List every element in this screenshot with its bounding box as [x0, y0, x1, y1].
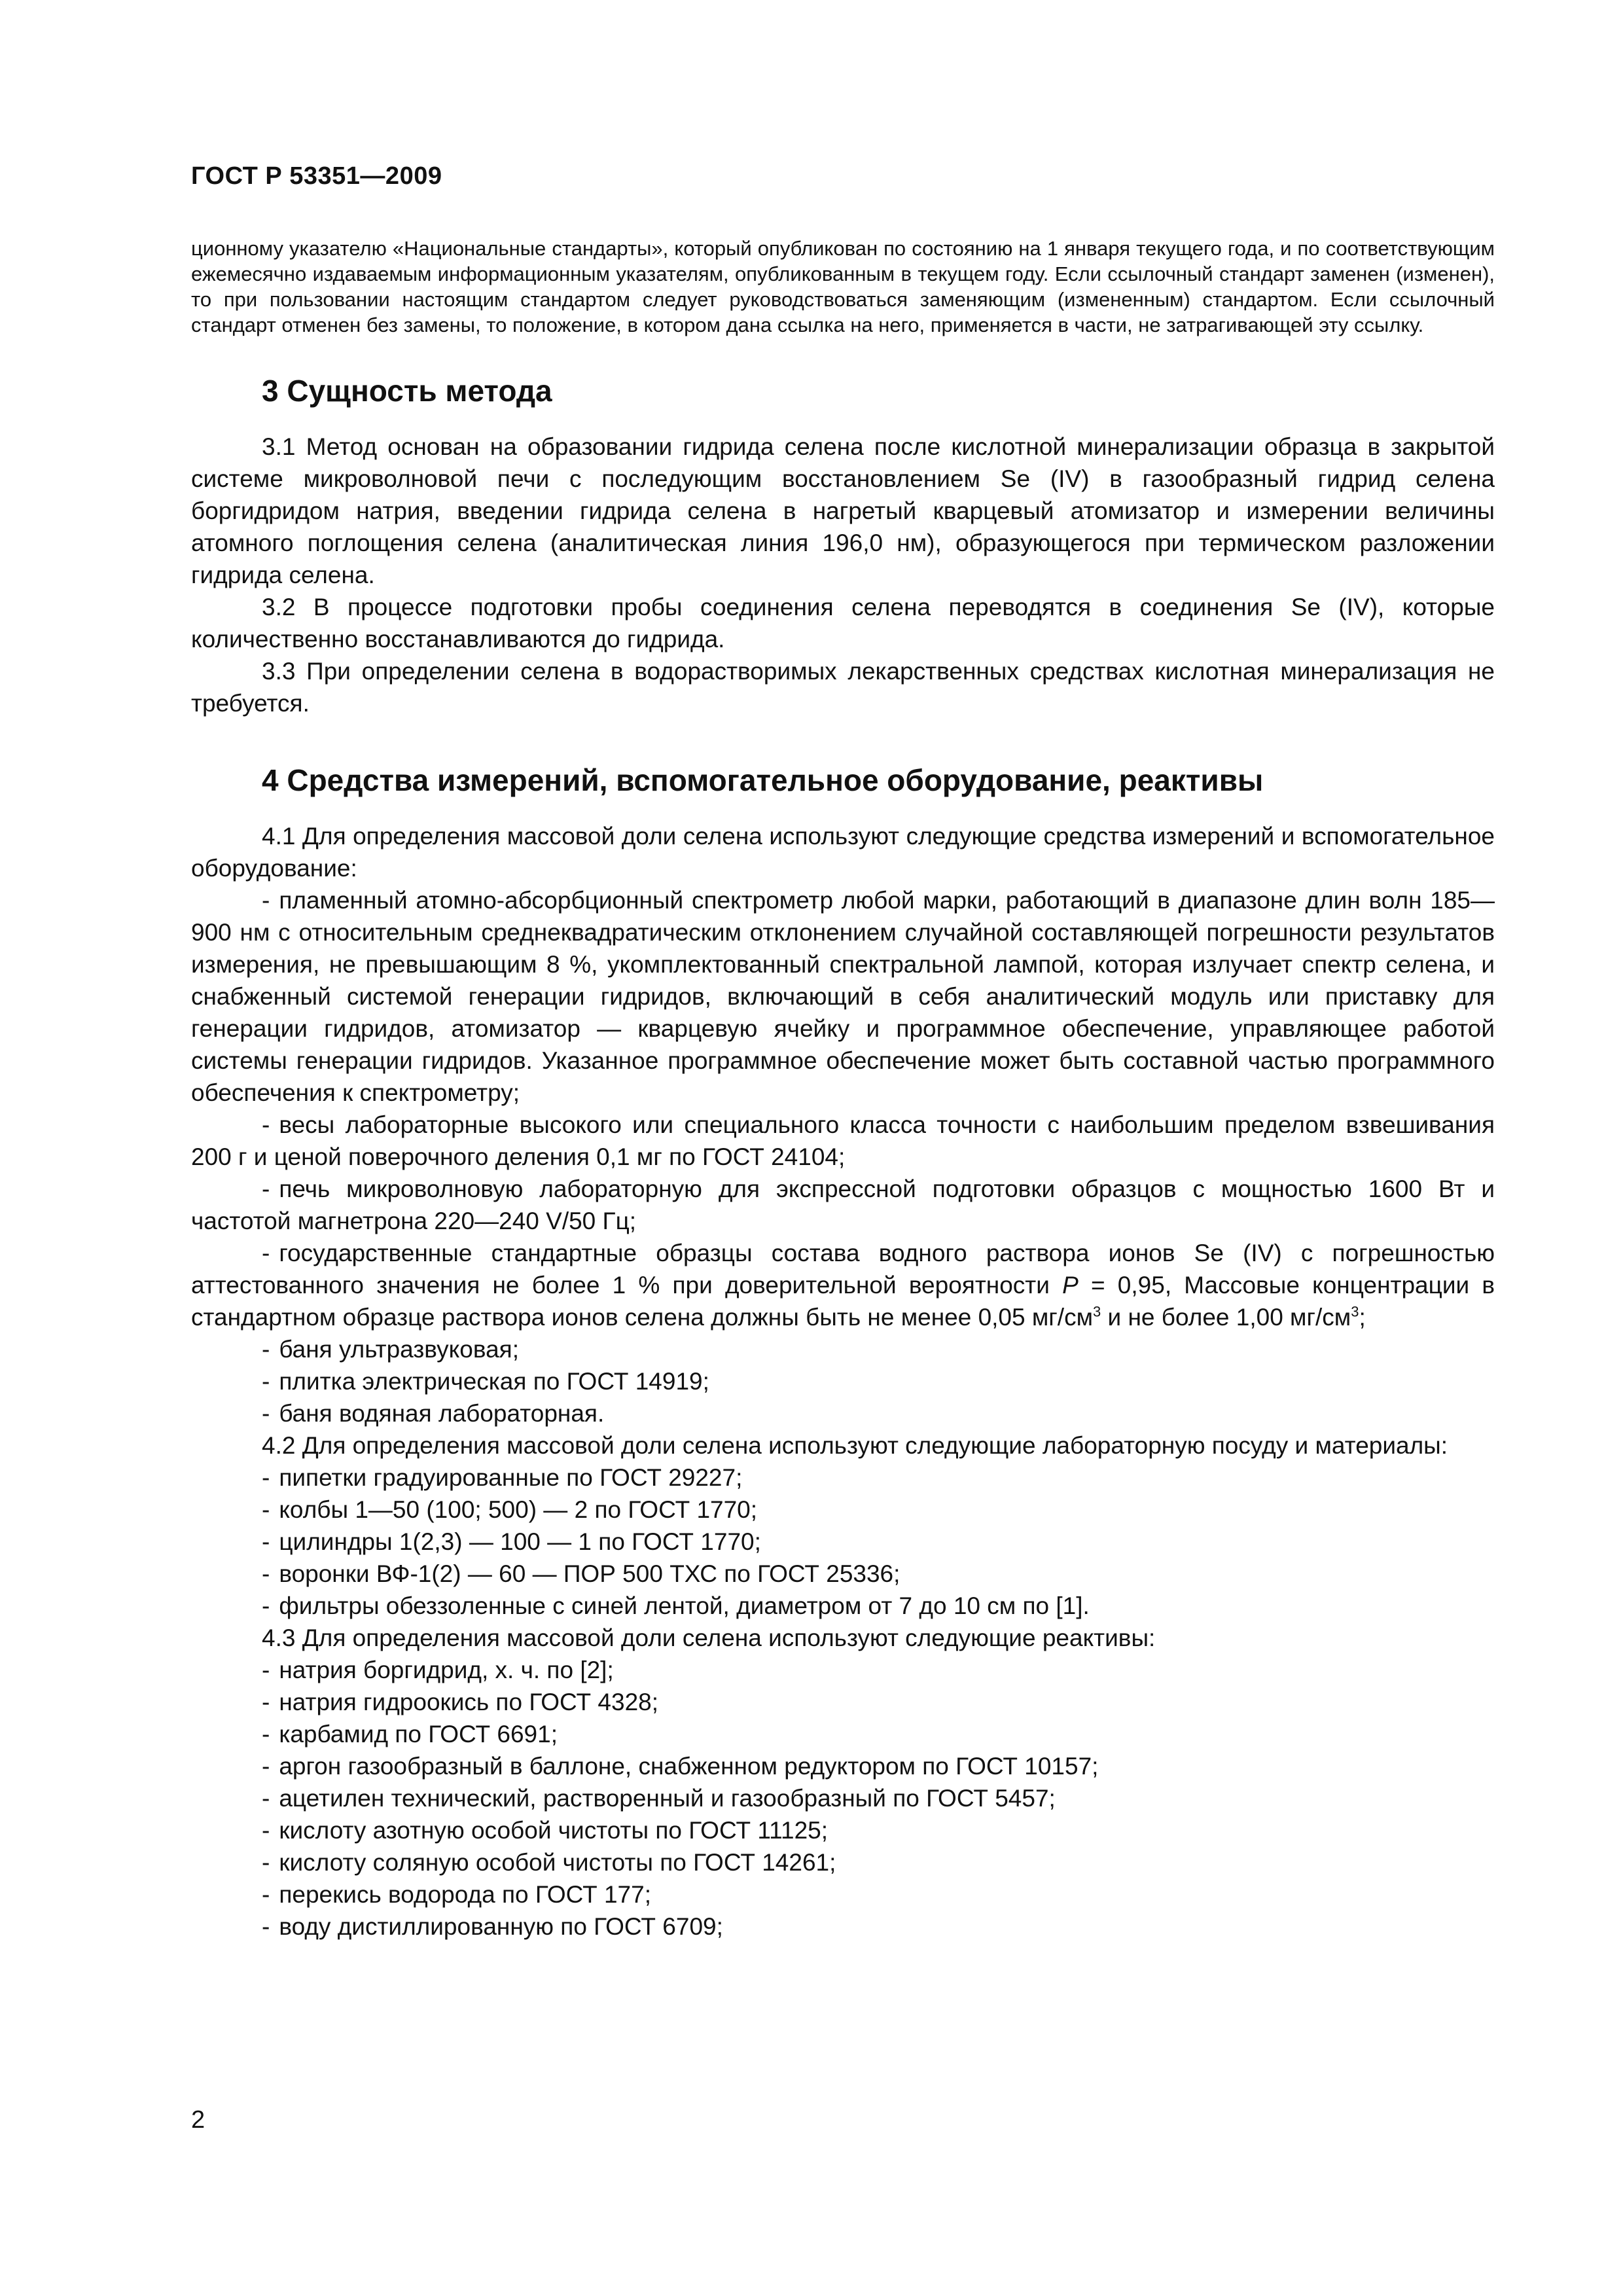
- list-item: [191, 1654, 1495, 1686]
- page-content: [191, 236, 1495, 1943]
- reagents-list: [191, 1654, 1495, 1943]
- list-dash: -: [262, 1175, 270, 1202]
- list-dash: -: [262, 1240, 270, 1266]
- paragraph-4-3: 4.3 Для определения массовой доли селена используют следующие реактивы:: [262, 1624, 1156, 1651]
- list-dash: -: [262, 1560, 270, 1587]
- list-dash: -: [262, 1592, 270, 1619]
- list-item-text: перекись водорода по ГОСТ 177;: [279, 1881, 651, 1908]
- list-dash: -: [262, 1528, 270, 1555]
- list-item-text: пламенный атомно-абсорбционный спектрометр любой марки, работающий в диапазоне длин волн 185—900 нм с относительным среднеквадратическим отклонением случайной составляющей погрешности результатов измерения, не превышающим 8 %, укомплектованный спектральной лампой, которая излучает спектр селена, и снабженный системой генерации гидридов, включающий в себя аналитический модуль или приставку для генерации гидридов, атомизатор — кварцевую ячейку и программное обеспечение, управляющее работой системы генерации гидридов. Указанное программное обеспечение может быть составной частью программного обеспечения к спектрометру;: [191, 887, 1495, 1106]
- reference-samples-text-3: и не более 1,00 мг/см: [1101, 1304, 1351, 1331]
- list-item-text: баня ультразвуковая;: [279, 1336, 519, 1363]
- list-item-text: цилиндры 1(2,3) — 100 — 1 по ГОСТ 1770;: [279, 1528, 761, 1555]
- list-dash: -: [262, 1753, 270, 1780]
- list-item-reference-samples: [191, 1237, 1495, 1333]
- list-item-text: карбамид по ГОСТ 6691;: [279, 1721, 558, 1748]
- page-number: 2: [191, 2106, 205, 2134]
- list-dash: -: [262, 1400, 270, 1427]
- list-item-text: фильтры обеззоленные с синей лентой, диаметром от 7 до 10 см по [1].: [279, 1592, 1090, 1619]
- paragraph-3-3: 3.3 При определении селена в водорастворимых лекарственных средствах кислотная минерализация не требуется.: [191, 658, 1495, 717]
- list-dash: -: [262, 1111, 270, 1138]
- list-dash: -: [262, 1721, 270, 1748]
- list-item-text: натрия гидроокись по ГОСТ 4328;: [279, 1689, 659, 1715]
- list-item-text: кислоту азотную особой чистоты по ГОСТ 11125;: [279, 1817, 829, 1844]
- list-item-text: воронки ВФ-1(2) — 60 — ПОР 500 ТХС по ГОСТ 25336;: [279, 1560, 901, 1587]
- reference-samples-text-2: = 0,95, Массовые концентрации в стандартном образце раствора ионов селена должны быть не менее 0,05 мг/см: [191, 1272, 1495, 1331]
- list-item-text: аргон газообразный в баллоне, снабженном редуктором по ГОСТ 10157;: [279, 1753, 1099, 1780]
- section-4-heading: 4 Средства измерений, вспомогательное оборудование, реактивы: [262, 763, 1264, 797]
- paragraph-4-1: 4.1 Для определения массовой доли селена используют следующие средства измерений и вспомогательное оборудование:: [191, 823, 1495, 882]
- list-item: [191, 1494, 1495, 1526]
- list-item: [191, 1526, 1495, 1558]
- list-item: [191, 1846, 1495, 1878]
- list-item: [191, 1462, 1495, 1494]
- paragraph-3-2: 3.2 В процессе подготовки пробы соединения селена переводятся в соединения Se (IV), которые количественно восстанавливаются до гидрида.: [191, 594, 1495, 653]
- list-item-text: весы лабораторные высокого или специального класса точности с наибольшим пределом взвешивания 200 г и ценой поверочного деления 0,1 мг по ГОСТ 24104;: [191, 1111, 1495, 1170]
- list-item: [191, 1878, 1495, 1910]
- list-item-text: печь микроволновую лабораторную для экспрессной подготовки образцов с мощностью 1600 Вт и частотой магнетрона 220—240 V/50 Гц;: [191, 1175, 1495, 1234]
- reference-samples-text-1: государственные стандартные образцы состава водного раствора ионов Se (IV) с погрешностью аттестованного значения не более 1 % при доверительной вероятности: [191, 1240, 1495, 1299]
- list-item: [191, 1397, 1495, 1429]
- list-item-text: воду дистиллированную по ГОСТ 6709;: [279, 1913, 723, 1940]
- superscript-3: 3: [1351, 1303, 1359, 1320]
- list-dash: -: [262, 887, 270, 914]
- list-item-text: баня водяная лабораторная.: [279, 1400, 605, 1427]
- list-dash: -: [262, 1689, 270, 1715]
- list-item: [191, 1750, 1495, 1782]
- list-dash: -: [262, 1464, 270, 1491]
- list-dash: -: [262, 1817, 270, 1844]
- paragraph-4-2: 4.2 Для определения массовой доли селена используют следующие лабораторную посуду и материалы:: [262, 1432, 1448, 1459]
- list-item-text: пипетки градуированные по ГОСТ 29227;: [279, 1464, 743, 1491]
- list-item: [191, 884, 1495, 1109]
- list-dash: -: [262, 1881, 270, 1908]
- list-item: [191, 1814, 1495, 1846]
- list-dash: -: [262, 1496, 270, 1523]
- list-item: [191, 1910, 1495, 1943]
- paragraph-3-1: 3.1 Метод основан на образовании гидрида селена после кислотной минерализации образца в закрытой системе микроволновой печи с последующим восстановлением Se (IV) в газообразный гидрид селена боргидридом натрия, введении гидрида селена в нагретый кварцевый атомизатор и измерении величины атомного поглощения селена (аналитическая линия 196,0 нм), образующегося при термическом разложении гидрида селена.: [191, 433, 1495, 588]
- list-item-text: плитка электрическая по ГОСТ 14919;: [279, 1368, 709, 1395]
- list-item-text: натрия боргидрид, х. ч. по [2];: [279, 1657, 614, 1683]
- list-dash: -: [262, 1336, 270, 1363]
- list-item: [191, 1558, 1495, 1590]
- list-item: [191, 1782, 1495, 1814]
- glassware-list: [191, 1462, 1495, 1622]
- list-item-text: кислоту соляную особой чистоты по ГОСТ 14261;: [279, 1849, 836, 1876]
- reference-samples-text-4: ;: [1359, 1304, 1366, 1331]
- list-item: [191, 1365, 1495, 1397]
- list-dash: -: [262, 1785, 270, 1812]
- list-dash: -: [262, 1368, 270, 1395]
- list-item-text: ацетилен технический, растворенный и газообразный по ГОСТ 5457;: [279, 1785, 1056, 1812]
- list-item: [191, 1333, 1495, 1365]
- list-dash: -: [262, 1913, 270, 1940]
- list-item-text: колбы 1—50 (100; 500) — 2 по ГОСТ 1770;: [279, 1496, 758, 1523]
- section-3-heading: 3 Сущность метода: [262, 374, 552, 408]
- list-item: [191, 1718, 1495, 1750]
- list-item: [191, 1109, 1495, 1173]
- list-dash: -: [262, 1657, 270, 1683]
- list-item: [191, 1173, 1495, 1237]
- list-item: [191, 1686, 1495, 1718]
- document-code-header: ГОСТ Р 53351—2009: [191, 162, 442, 190]
- superscript-3: 3: [1093, 1303, 1101, 1320]
- instruments-list: [191, 884, 1495, 1429]
- probability-symbol: P: [1062, 1272, 1079, 1299]
- list-dash: -: [262, 1849, 270, 1876]
- list-item: [191, 1590, 1495, 1622]
- intro-paragraph: ционному указателю «Национальные стандарты», который опубликован по состоянию на 1 января текущего года, и по соответствующим ежемесячно издаваемым информационным указателям, опубликованным в текущем году. Если ссылочный стандарт заменен (изменен), то при пользовании настоящим стандартом следует руководствоваться заменяющим (измененным) стандартом. Если ссылочный стандарт отменен без замены, то положение, в котором дана ссылка на него, применяется в части, не затрагивающей эту ссылку.: [191, 237, 1495, 336]
